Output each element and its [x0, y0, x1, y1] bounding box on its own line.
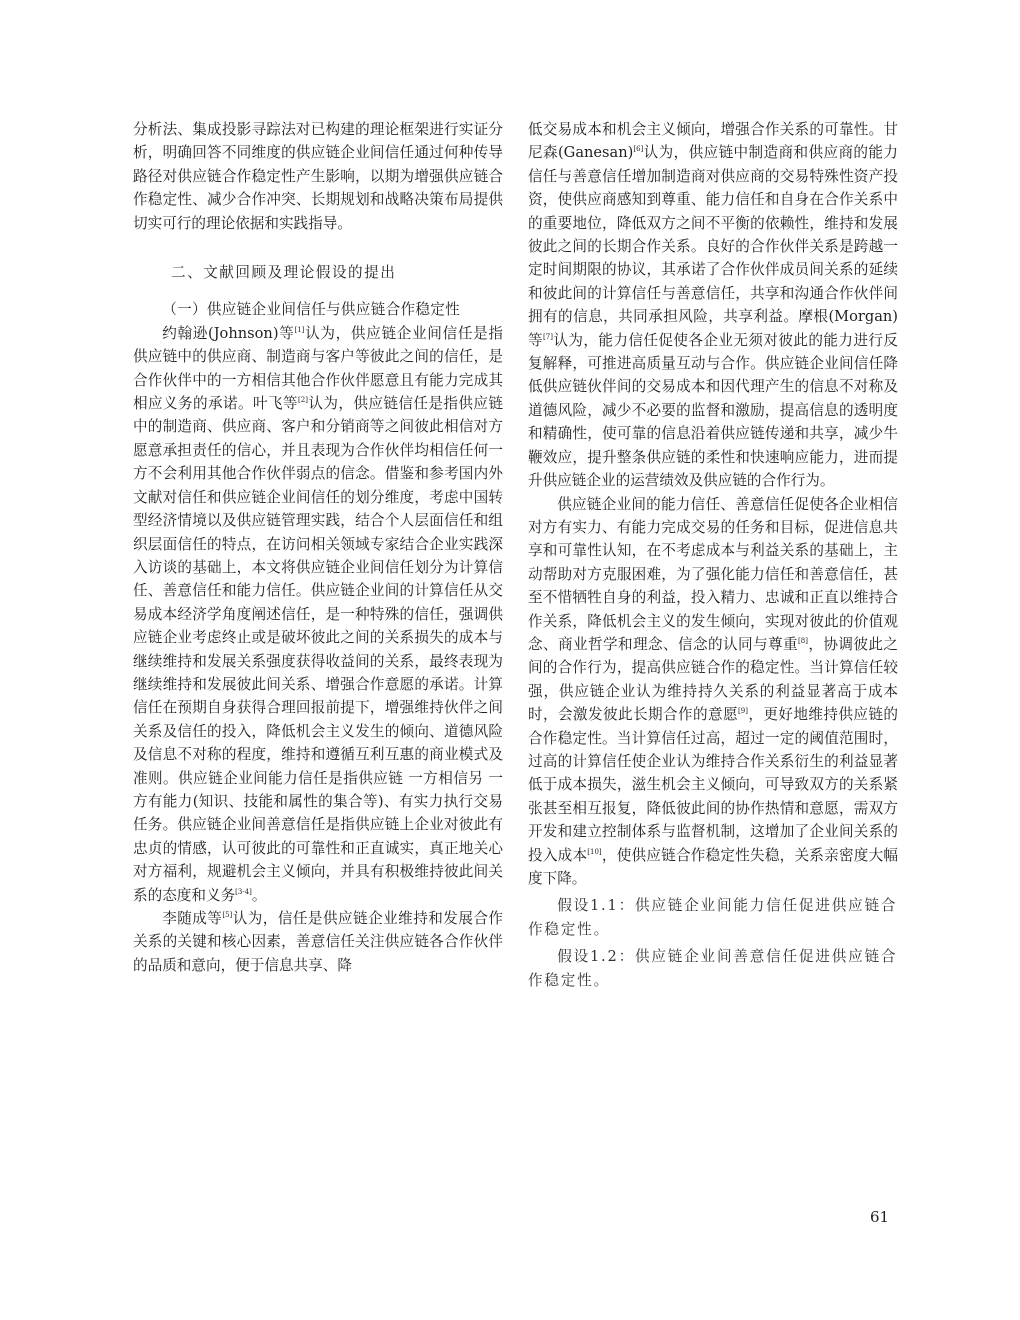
body-paragraph-3 [528, 118, 898, 493]
paragraph-text: 认为，供应链中制造商和供应商的能力信任与善意信任增加制造商对供应商的交易特殊性资产投资，使供应商感知到尊重、能力信任和自身在合作关系中的重要地位，降低双方之间不平衡的依赖性，维持和发展彼此之间的长期合作关系。良好的合作伙伴关系是跨越一定时间期限的协议，其承诺了合作伙伴成员间关系的延续和彼此间的计算信任与善意信任，共享和沟通合作伙伴间拥有的信息，共同承担风险，共享利益。摩根(Morgan)等 [528, 144, 898, 349]
paragraph-text: 认为，供应链企业间信任是指供应链中的供应商、制造商与客户等彼此之间的信任，是合作伙伴中的一方相信其他合作伙伴愿意且有能力完成其相应义务的承诺。叶飞等 [133, 324, 503, 413]
citation-ref: [8] [798, 636, 808, 645]
section-heading: 二、文献回顾及理论假设的提出 [171, 264, 397, 282]
citation-ref: [6] [633, 145, 644, 154]
paragraph-text: 低交易成本和机会主义倾向，增强合作关系的可靠性。甘尼森(Ganesan) [528, 121, 898, 162]
citation-ref: [5] [222, 911, 233, 919]
paragraph-text: ，使供应链合作稳定性失稳，关系亲密度大幅度下降。 [528, 846, 898, 887]
paragraph-text: 认为，供应链信任是指供应链中的制造商、供应商、客户和分销商等之间彼此相信对方愿意承担责任的信心，并且表现为合作伙伴均相信任何一方不会利用其他合作伙伴弱点的信念。借鉴和参考国内外文献对信任和供应链企业间信任的划分维度，考虑中国转型经济情境以及供应链管理实践，结合个人层面信任和组织层面信任的特点，在访问相关领域专家结合企业实践深入访谈的基础上，本文将供应链企业间信任划分为计算信任、善意信任和能力信任。供应链企业间的计算信任从交易成本经济学角度阐述信任，是一种特殊的信任，强调供应链企业考虑终止或是破坏彼此之间的关系损失的成本与继续维持和发展关系强度获得收益间的关系，最终表现为继续维持和发展彼此间关系、增强合作意愿的承诺。计算信任在预期自身获得合理回报前提下，增强维持伙伴之间关系及信任的投入，降低机会主义发生的倾向、道德风险及信息不对称的程度，维持和遵循互利互惠的商业模式及准则。供应链企业间能力信任是指供应链 一方相信另 一方有能力(知识、技能和属性的集合等)、有实力执行交易任务。供应链企业间善意信任是指供应链上企业对彼此有忠贞的情感，认可彼此的可靠性和正直诚实，真正地关心对方福利，规避机会主义倾向，并具有积极维持彼此间关系的态度和义务 [133, 395, 503, 904]
citation-ref: [3-4] [235, 887, 252, 896]
intro-paragraph: 分析法、集成投影寻踪法对已构建的理论框架进行实证分析，明确回答不同维度的供应链企业间信任通过何种传导路径对供应链合作稳定性产生影响，以期为增强供应链合作稳定性、减少合作冲突、长期规划和战略决策布局提供切实可行的理论依据和实践指导。 [133, 121, 503, 232]
paragraph-text: 认为，能力信任促使各企业无须对彼此的能力进行反复解释，可推进高质量互动与合作。供应链企业间信任降低供应链伙伴间的交易成本和因代理产生的信息不对称及道德风险，减少不必要的监督和激励，提高信息的透明度和精确性，使可靠的信息沿着供应链传递和共享，减少牛鞭效应，提升整条供应链的柔性和快速响应能力，进而提升供应链企业的运营绩效及供应链的合作行为。 [528, 331, 898, 490]
citation-ref: [10] [587, 847, 602, 856]
body-paragraph-1 [133, 322, 503, 907]
hypothesis-1-2: 假设1.2：供应链企业间善意信任促进供应链合作稳定性。 [528, 948, 898, 989]
paragraph-text: ，协调彼此之间的合作行为，提高供应链合作的稳定性。当计算信任较强，供应链企业认为维持持久关系的利益显著高于成本时，会激发彼此长期合作的意愿 [528, 635, 898, 724]
page-number: 61 [870, 1208, 890, 1226]
left-column [133, 118, 503, 977]
paragraph-text: 。 [251, 886, 267, 904]
citation-ref: [1] [294, 325, 305, 334]
paragraph-text: 认为，信任是供应链企业维持和发展合作关系的关键和核心因素，善意信任关注供应链各合作伙伴的品质和意向，便于信息共享、降 [133, 910, 503, 974]
hypothesis-1-1: 假设1.1：供应链企业间能力信任促进供应链合作稳定性。 [528, 897, 898, 938]
paragraph-text: ，更好地维持供应链的合作稳定性。当计算信任过高，超过一定的阈值范围时，过高的计算信任使企业认为维持合作关系衍生的利益显著低于成本损失，滋生机会主义倾向，可导致双方的关系紧张甚至相互报复，降低彼此间的协作热情和意愿，需双方开发和建立控制体系与监督机制，这增加了企业间关系的投入成本 [528, 706, 898, 864]
citation-ref: [9] [738, 707, 748, 716]
paragraph-text: 李随成等 [162, 910, 223, 927]
paragraph-text: 供应链企业间的能力信任、善意信任促使各企业相信对方有实力、有能力完成交易的任务和目标，促进信息共享和可靠性认知，在不考虑成本与利益关系的基础上，主动帮助对方克服困难，为了强化能力信任和善意信任，甚至不惜牺牲自身的利益，投入精力、忠诚和正直以维持合作关系，降低机会主义的发生倾向，实现对彼此的价值观念、商业哲学和理念、信念的认同与尊重 [528, 495, 898, 653]
body-paragraph-2 [133, 907, 503, 977]
paragraph-text: 约翰逊(Johnson)等 [162, 324, 295, 342]
citation-ref: [2] [298, 396, 308, 405]
body-paragraph-4 [528, 493, 898, 891]
subsection-heading: （一）供应链企业间信任与供应链合作稳定性 [162, 301, 461, 319]
citation-ref: [7] [543, 332, 553, 341]
right-column [528, 118, 898, 992]
